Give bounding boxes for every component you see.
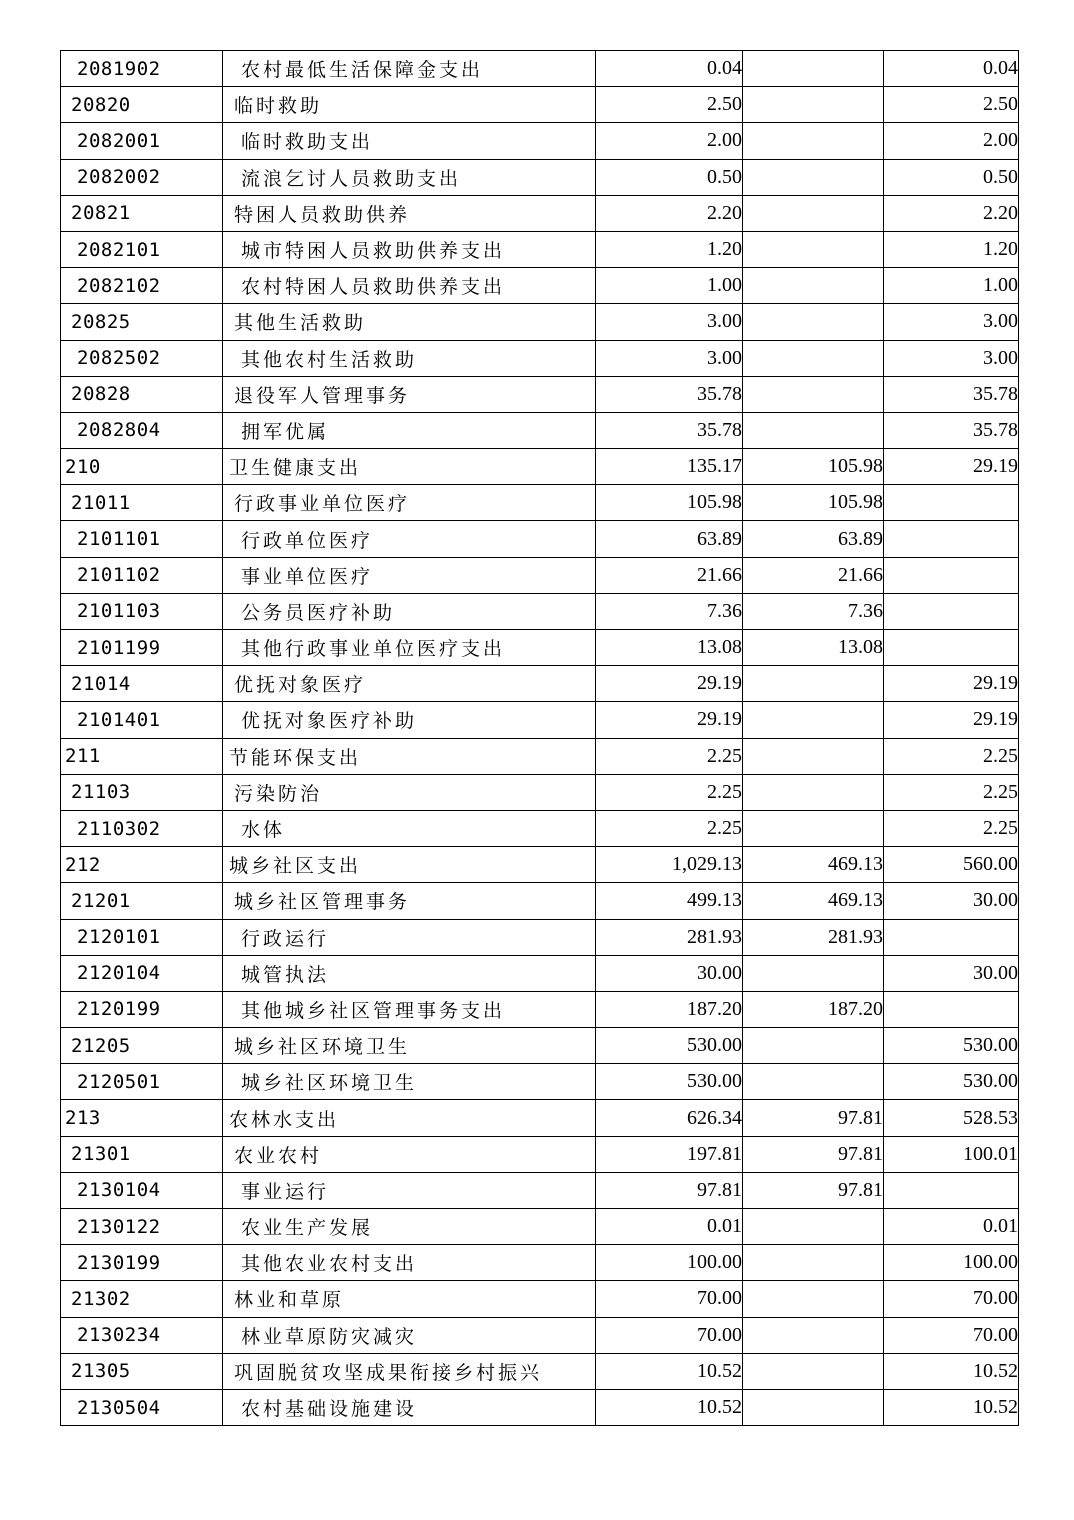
- total-amount-cell: 187.20: [596, 991, 743, 1027]
- subject-name-cell: 公务员医疗补助: [223, 593, 596, 629]
- subject-name-cell: 特困人员救助供养: [223, 195, 596, 231]
- table-row: [61, 1317, 1019, 1353]
- subject-code-cell: 21305: [61, 1353, 223, 1389]
- basic-expenditure-cell: [743, 304, 884, 340]
- project-expenditure-cell: 29.19: [884, 666, 1019, 702]
- table-row: [61, 304, 1019, 340]
- subject-name-cell: 其他农村生活救助: [223, 340, 596, 376]
- basic-expenditure-cell: [743, 1245, 884, 1281]
- basic-expenditure-cell: [743, 666, 884, 702]
- table-row: [61, 376, 1019, 412]
- subject-name-cell: 节能环保支出: [223, 738, 596, 774]
- table-row: [61, 810, 1019, 846]
- subject-name-cell: 农业生产发展: [223, 1209, 596, 1245]
- total-amount-cell: 3.00: [596, 340, 743, 376]
- table-row: [61, 557, 1019, 593]
- total-amount-cell: 3.00: [596, 304, 743, 340]
- total-amount-cell: 63.89: [596, 521, 743, 557]
- subject-name-cell: 其他农业农村支出: [223, 1245, 596, 1281]
- subject-code-cell: 211: [61, 738, 223, 774]
- project-expenditure-cell: 0.01: [884, 1209, 1019, 1245]
- subject-name-cell: 城乡社区支出: [223, 847, 596, 883]
- project-expenditure-cell: [884, 521, 1019, 557]
- subject-name-cell: 事业运行: [223, 1172, 596, 1208]
- basic-expenditure-cell: 281.93: [743, 919, 884, 955]
- table-row: [61, 991, 1019, 1027]
- project-expenditure-cell: [884, 557, 1019, 593]
- total-amount-cell: 35.78: [596, 376, 743, 412]
- project-expenditure-cell: 30.00: [884, 955, 1019, 991]
- total-amount-cell: 2.25: [596, 738, 743, 774]
- subject-code-cell: 21302: [61, 1281, 223, 1317]
- basic-expenditure-cell: [743, 1064, 884, 1100]
- table-row: [61, 340, 1019, 376]
- total-amount-cell: 135.17: [596, 449, 743, 485]
- total-amount-cell: 70.00: [596, 1317, 743, 1353]
- total-amount-cell: 530.00: [596, 1064, 743, 1100]
- subject-code-cell: 213: [61, 1100, 223, 1136]
- subject-name-cell: 卫生健康支出: [223, 449, 596, 485]
- subject-name-cell: 其他行政事业单位医疗支出: [223, 630, 596, 666]
- project-expenditure-cell: 35.78: [884, 412, 1019, 448]
- table-row: [61, 955, 1019, 991]
- subject-name-cell: 农村特困人员救助供养支出: [223, 268, 596, 304]
- project-expenditure-cell: 0.50: [884, 159, 1019, 195]
- subject-name-cell: 流浪乞讨人员救助支出: [223, 159, 596, 195]
- total-amount-cell: 30.00: [596, 955, 743, 991]
- basic-expenditure-cell: [743, 702, 884, 738]
- table-row: [61, 738, 1019, 774]
- table-row: [61, 195, 1019, 231]
- subject-name-cell: 城市特困人员救助供养支出: [223, 231, 596, 267]
- table-row: [61, 1172, 1019, 1208]
- total-amount-cell: 100.00: [596, 1245, 743, 1281]
- table-row: [61, 1353, 1019, 1389]
- subject-name-cell: 农村最低生活保障金支出: [223, 51, 596, 87]
- table-row: [61, 485, 1019, 521]
- basic-expenditure-cell: [743, 159, 884, 195]
- total-amount-cell: 2.00: [596, 123, 743, 159]
- subject-name-cell: 城乡社区环境卫生: [223, 1028, 596, 1064]
- total-amount-cell: 197.81: [596, 1136, 743, 1172]
- subject-name-cell: 临时救助支出: [223, 123, 596, 159]
- subject-name-cell: 事业单位医疗: [223, 557, 596, 593]
- subject-code-cell: 2081902: [61, 51, 223, 87]
- basic-expenditure-cell: [743, 1028, 884, 1064]
- total-amount-cell: 35.78: [596, 412, 743, 448]
- project-expenditure-cell: 100.00: [884, 1245, 1019, 1281]
- total-amount-cell: 499.13: [596, 883, 743, 919]
- basic-expenditure-cell: 21.66: [743, 557, 884, 593]
- subject-name-cell: 优抚对象医疗: [223, 666, 596, 702]
- subject-name-cell: 拥军优属: [223, 412, 596, 448]
- basic-expenditure-cell: 97.81: [743, 1136, 884, 1172]
- subject-name-cell: 林业草原防灾减灾: [223, 1317, 596, 1353]
- project-expenditure-cell: 30.00: [884, 883, 1019, 919]
- project-expenditure-cell: 100.01: [884, 1136, 1019, 1172]
- project-expenditure-cell: 70.00: [884, 1317, 1019, 1353]
- total-amount-cell: 70.00: [596, 1281, 743, 1317]
- project-expenditure-cell: 530.00: [884, 1028, 1019, 1064]
- project-expenditure-cell: 70.00: [884, 1281, 1019, 1317]
- basic-expenditure-cell: [743, 774, 884, 810]
- project-expenditure-cell: 29.19: [884, 702, 1019, 738]
- project-expenditure-cell: [884, 991, 1019, 1027]
- basic-expenditure-cell: [743, 738, 884, 774]
- project-expenditure-cell: 10.52: [884, 1353, 1019, 1389]
- project-expenditure-cell: 530.00: [884, 1064, 1019, 1100]
- subject-name-cell: 污染防治: [223, 774, 596, 810]
- basic-expenditure-cell: [743, 231, 884, 267]
- subject-name-cell: 行政运行: [223, 919, 596, 955]
- subject-code-cell: 20820: [61, 87, 223, 123]
- subject-code-cell: 2130234: [61, 1317, 223, 1353]
- basic-expenditure-cell: 7.36: [743, 593, 884, 629]
- total-amount-cell: 530.00: [596, 1028, 743, 1064]
- subject-code-cell: 2101101: [61, 521, 223, 557]
- table-row: [61, 87, 1019, 123]
- table-row: [61, 847, 1019, 883]
- subject-code-cell: 2110302: [61, 810, 223, 846]
- subject-code-cell: 2082002: [61, 159, 223, 195]
- table-row: [61, 1028, 1019, 1064]
- subject-name-cell: 城管执法: [223, 955, 596, 991]
- table-row: [61, 412, 1019, 448]
- subject-name-cell: 水体: [223, 810, 596, 846]
- project-expenditure-cell: 2.25: [884, 774, 1019, 810]
- subject-code-cell: 21301: [61, 1136, 223, 1172]
- basic-expenditure-cell: [743, 1389, 884, 1425]
- basic-expenditure-cell: [743, 1317, 884, 1353]
- table-row: [61, 666, 1019, 702]
- basic-expenditure-cell: [743, 87, 884, 123]
- basic-expenditure-cell: 97.81: [743, 1172, 884, 1208]
- total-amount-cell: 626.34: [596, 1100, 743, 1136]
- table-row: [61, 702, 1019, 738]
- basic-expenditure-cell: 63.89: [743, 521, 884, 557]
- subject-code-cell: 21103: [61, 774, 223, 810]
- subject-code-cell: 20821: [61, 195, 223, 231]
- table-row: [61, 231, 1019, 267]
- basic-expenditure-cell: 469.13: [743, 883, 884, 919]
- table-row: [61, 883, 1019, 919]
- subject-name-cell: 行政事业单位医疗: [223, 485, 596, 521]
- table-row: [61, 919, 1019, 955]
- total-amount-cell: 7.36: [596, 593, 743, 629]
- subject-name-cell: 农林水支出: [223, 1100, 596, 1136]
- table-row: [61, 449, 1019, 485]
- table-row: [61, 1245, 1019, 1281]
- subject-code-cell: 2130199: [61, 1245, 223, 1281]
- total-amount-cell: 10.52: [596, 1389, 743, 1425]
- subject-name-cell: 农村基础设施建设: [223, 1389, 596, 1425]
- subject-name-cell: 林业和草原: [223, 1281, 596, 1317]
- subject-code-cell: 2082102: [61, 268, 223, 304]
- total-amount-cell: 29.19: [596, 702, 743, 738]
- subject-code-cell: 2101401: [61, 702, 223, 738]
- total-amount-cell: 1.20: [596, 231, 743, 267]
- basic-expenditure-cell: [743, 1281, 884, 1317]
- project-expenditure-cell: 2.25: [884, 738, 1019, 774]
- basic-expenditure-cell: [743, 1353, 884, 1389]
- subject-name-cell: 优抚对象医疗补助: [223, 702, 596, 738]
- subject-name-cell: 城乡社区管理事务: [223, 883, 596, 919]
- total-amount-cell: 2.25: [596, 810, 743, 846]
- project-expenditure-cell: 2.25: [884, 810, 1019, 846]
- basic-expenditure-cell: [743, 340, 884, 376]
- subject-name-cell: 行政单位医疗: [223, 521, 596, 557]
- subject-code-cell: 21201: [61, 883, 223, 919]
- table-row: [61, 123, 1019, 159]
- subject-code-cell: 2082101: [61, 231, 223, 267]
- table-row: [61, 1281, 1019, 1317]
- subject-code-cell: 2130104: [61, 1172, 223, 1208]
- project-expenditure-cell: 10.52: [884, 1389, 1019, 1425]
- subject-name-cell: 巩固脱贫攻坚成果衔接乡村振兴: [223, 1353, 596, 1389]
- total-amount-cell: 2.20: [596, 195, 743, 231]
- table-row: [61, 1136, 1019, 1172]
- total-amount-cell: 29.19: [596, 666, 743, 702]
- subject-code-cell: 2130504: [61, 1389, 223, 1425]
- project-expenditure-cell: 0.04: [884, 51, 1019, 87]
- total-amount-cell: 21.66: [596, 557, 743, 593]
- basic-expenditure-cell: [743, 810, 884, 846]
- table-body: [61, 51, 1019, 1426]
- subject-code-cell: 2120199: [61, 991, 223, 1027]
- subject-code-cell: 2082502: [61, 340, 223, 376]
- basic-expenditure-cell: [743, 268, 884, 304]
- basic-expenditure-cell: [743, 195, 884, 231]
- basic-expenditure-cell: 105.98: [743, 449, 884, 485]
- subject-name-cell: 其他城乡社区管理事务支出: [223, 991, 596, 1027]
- total-amount-cell: 13.08: [596, 630, 743, 666]
- total-amount-cell: 281.93: [596, 919, 743, 955]
- total-amount-cell: 0.50: [596, 159, 743, 195]
- project-expenditure-cell: 3.00: [884, 340, 1019, 376]
- subject-code-cell: 2130122: [61, 1209, 223, 1245]
- basic-expenditure-cell: 97.81: [743, 1100, 884, 1136]
- total-amount-cell: 2.25: [596, 774, 743, 810]
- total-amount-cell: 1.00: [596, 268, 743, 304]
- total-amount-cell: 1,029.13: [596, 847, 743, 883]
- table-row: [61, 521, 1019, 557]
- table-row: [61, 1064, 1019, 1100]
- project-expenditure-cell: 29.19: [884, 449, 1019, 485]
- table-row: [61, 593, 1019, 629]
- basic-expenditure-cell: 187.20: [743, 991, 884, 1027]
- project-expenditure-cell: 2.20: [884, 195, 1019, 231]
- basic-expenditure-cell: [743, 123, 884, 159]
- basic-expenditure-cell: [743, 51, 884, 87]
- subject-name-cell: 农业农村: [223, 1136, 596, 1172]
- subject-name-cell: 临时救助: [223, 87, 596, 123]
- subject-code-cell: 2120501: [61, 1064, 223, 1100]
- total-amount-cell: 97.81: [596, 1172, 743, 1208]
- project-expenditure-cell: [884, 919, 1019, 955]
- basic-expenditure-cell: [743, 1209, 884, 1245]
- project-expenditure-cell: 528.53: [884, 1100, 1019, 1136]
- subject-code-cell: 20828: [61, 376, 223, 412]
- subject-code-cell: 2101103: [61, 593, 223, 629]
- project-expenditure-cell: [884, 1172, 1019, 1208]
- table-row: [61, 1389, 1019, 1425]
- project-expenditure-cell: [884, 630, 1019, 666]
- subject-code-cell: 2082804: [61, 412, 223, 448]
- basic-expenditure-cell: 105.98: [743, 485, 884, 521]
- project-expenditure-cell: 2.50: [884, 87, 1019, 123]
- project-expenditure-cell: [884, 593, 1019, 629]
- subject-code-cell: 2101199: [61, 630, 223, 666]
- table-row: [61, 630, 1019, 666]
- subject-code-cell: 210: [61, 449, 223, 485]
- subject-code-cell: 2101102: [61, 557, 223, 593]
- project-expenditure-cell: 560.00: [884, 847, 1019, 883]
- subject-code-cell: 20825: [61, 304, 223, 340]
- subject-code-cell: 2082001: [61, 123, 223, 159]
- table-row: [61, 51, 1019, 87]
- subject-code-cell: 21011: [61, 485, 223, 521]
- table-row: [61, 268, 1019, 304]
- subject-code-cell: 2120101: [61, 919, 223, 955]
- total-amount-cell: 105.98: [596, 485, 743, 521]
- basic-expenditure-cell: 13.08: [743, 630, 884, 666]
- subject-code-cell: 2120104: [61, 955, 223, 991]
- subject-code-cell: 21014: [61, 666, 223, 702]
- project-expenditure-cell: 35.78: [884, 376, 1019, 412]
- basic-expenditure-cell: [743, 376, 884, 412]
- table-row: [61, 1209, 1019, 1245]
- budget-expenditure-table: [60, 50, 1019, 1426]
- subject-name-cell: 退役军人管理事务: [223, 376, 596, 412]
- subject-code-cell: 21205: [61, 1028, 223, 1064]
- total-amount-cell: 0.01: [596, 1209, 743, 1245]
- total-amount-cell: 0.04: [596, 51, 743, 87]
- project-expenditure-cell: [884, 485, 1019, 521]
- table-row: [61, 774, 1019, 810]
- total-amount-cell: 10.52: [596, 1353, 743, 1389]
- basic-expenditure-cell: [743, 412, 884, 448]
- basic-expenditure-cell: 469.13: [743, 847, 884, 883]
- table-row: [61, 1100, 1019, 1136]
- subject-name-cell: 其他生活救助: [223, 304, 596, 340]
- subject-code-cell: 212: [61, 847, 223, 883]
- project-expenditure-cell: 3.00: [884, 304, 1019, 340]
- total-amount-cell: 2.50: [596, 87, 743, 123]
- project-expenditure-cell: 2.00: [884, 123, 1019, 159]
- basic-expenditure-cell: [743, 955, 884, 991]
- subject-name-cell: 城乡社区环境卫生: [223, 1064, 596, 1100]
- table-row: [61, 159, 1019, 195]
- project-expenditure-cell: 1.00: [884, 268, 1019, 304]
- project-expenditure-cell: 1.20: [884, 231, 1019, 267]
